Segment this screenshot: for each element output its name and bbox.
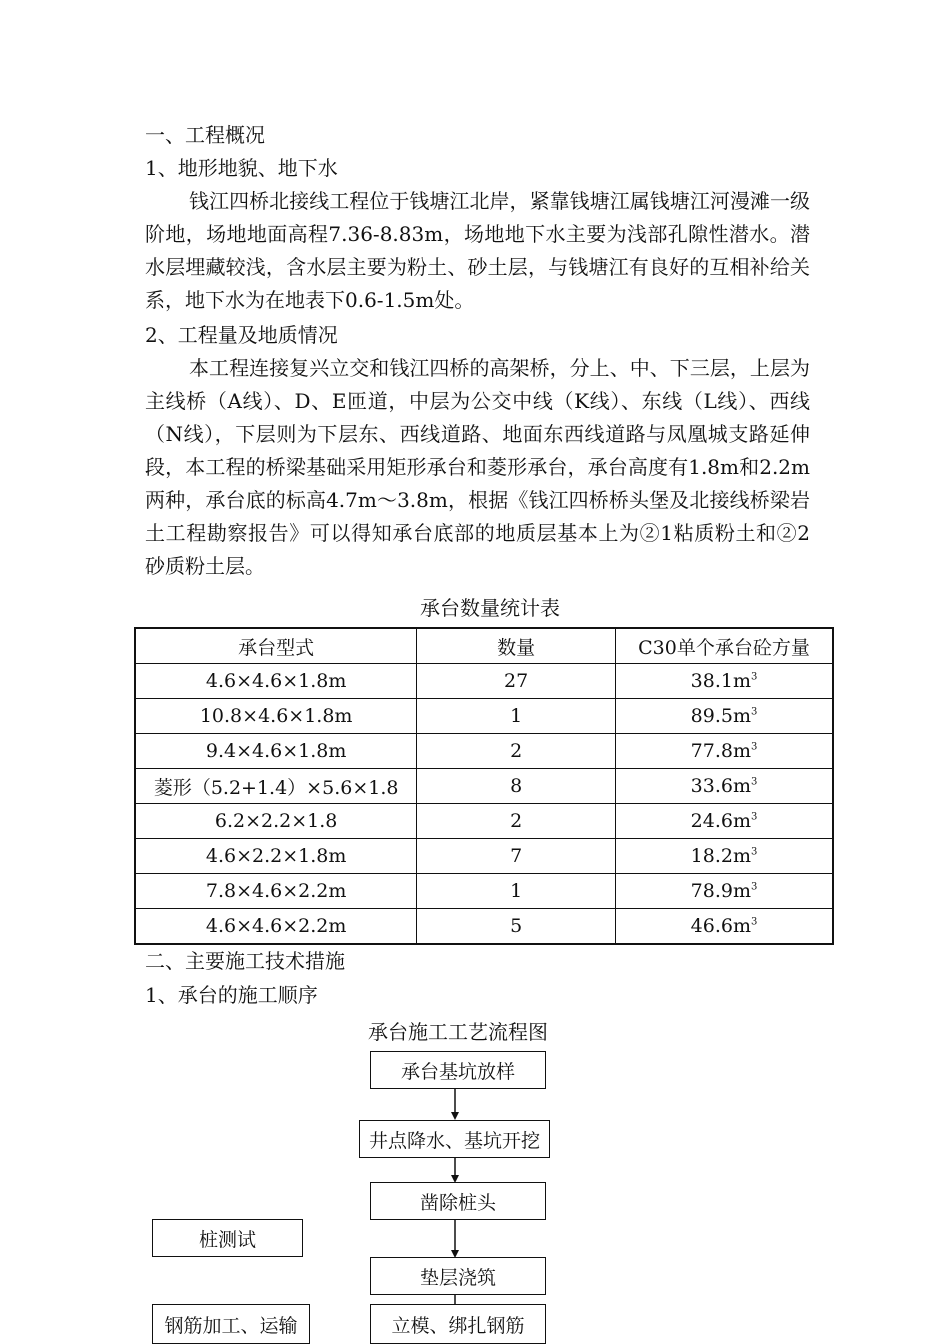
flow-side-rebar-processing: 钢筋加工、运输 xyxy=(152,1304,310,1344)
flow-step-pile-head: 凿除桩头 xyxy=(370,1182,546,1220)
cell-volume: $89.5m^3$ xyxy=(615,699,833,734)
cell-volume: $78.9m^3$ xyxy=(615,874,833,909)
section1-heading: 一、工程概况 xyxy=(145,123,265,147)
header-count: 数量 xyxy=(417,628,616,664)
subheading-sequence: 1、承台的施工顺序 xyxy=(145,983,318,1007)
flow-side-pile-test: 桩测试 xyxy=(152,1219,303,1257)
cell-volume: $24.6m^3$ xyxy=(615,804,833,839)
cell-type: 4.6×4.6×2.2m xyxy=(135,909,417,945)
header-type: 承台型式 xyxy=(135,628,417,664)
cell-volume: $18.2m^3$ xyxy=(615,839,833,874)
cell-type: 4.6×4.6×1.8m xyxy=(135,664,417,699)
cell-type: 7.8×4.6×2.2m xyxy=(135,874,417,909)
flow-step-formwork: 立模、绑扎钢筋 xyxy=(370,1304,546,1344)
cell-type: 4.6×2.2×1.8m xyxy=(135,839,417,874)
header-volume: C30单个承台砼方量 xyxy=(615,628,833,664)
cell-count: 27 xyxy=(417,664,616,699)
flow-step-layout: 承台基坑放样 xyxy=(370,1051,546,1089)
flow-step-cushion: 垫层浇筑 xyxy=(370,1257,546,1295)
cell-volume: $46.6m^3$ xyxy=(615,909,833,945)
cell-count: 2 xyxy=(417,804,616,839)
cell-count: 1 xyxy=(417,874,616,909)
cell-count: 8 xyxy=(417,769,616,804)
cell-type: 10.8×4.6×1.8m xyxy=(135,699,417,734)
flow-step-dewatering: 井点降水、基坑开挖 xyxy=(359,1120,550,1158)
cell-volume: $38.1m^3$ xyxy=(615,664,833,699)
paragraph-terrain: 钱江四桥北接线工程位于钱塘江北岸，紧靠钱塘江属钱塘江河漫滩一级阶地，场地地面高程7.36-8.83m，场地地下水主要为浅部孔隙性潜水。潜水层埋藏较浅，含水层主要为粉土、砂土层，与钱塘江有良好的互相补给关系，地下水为在地表下0.6-1.5m处。 xyxy=(145,189,810,312)
arrow-head-icon xyxy=(451,1112,459,1120)
section2-heading: 二、主要施工技术措施 xyxy=(145,949,345,973)
cell-volume: $33.6m^3$ xyxy=(615,769,833,804)
cell-count: 7 xyxy=(417,839,616,874)
cell-type: 菱形（5.2+1.4）×5.6×1.8 xyxy=(135,769,417,804)
flowchart-title: 承台施工工艺流程图 xyxy=(368,1020,548,1044)
cell-count: 1 xyxy=(417,699,616,734)
subheading-terrain: 1、地形地貌、地下水 xyxy=(145,156,338,180)
cell-count: 2 xyxy=(417,734,616,769)
subheading-quantities: 2、工程量及地质情况 xyxy=(145,323,338,347)
cell-type: 9.4×4.6×1.8m xyxy=(135,734,417,769)
cell-type: 6.2×2.2×1.8 xyxy=(135,804,417,839)
cell-count: 5 xyxy=(417,909,616,945)
table-caption: 承台数量统计表 xyxy=(420,596,560,620)
paragraph-quantities: 本工程连接复兴立交和钱江四桥的高架桥，分上、中、下三层，上层为主线桥（A线）、D、E匝道，中层为公交中线（K线）、东线（L线）、西线（N线），下层则为下层东、西线道路、地面东西线道路与凤凰城支路延伸段，本工程的桥梁基础采用矩形承台和菱形承台，承台高度有1.8m和2.2m两种，承台底的标高4.7m～3.8m，根据《钱江四桥桥头堡及北接线桥梁岩土工程勘察报告》可以得知承台底部的地质层基本上为②1粘质粉土和②2砂质粉土层。 xyxy=(145,356,810,578)
cell-volume: $77.8m^3$ xyxy=(615,734,833,769)
